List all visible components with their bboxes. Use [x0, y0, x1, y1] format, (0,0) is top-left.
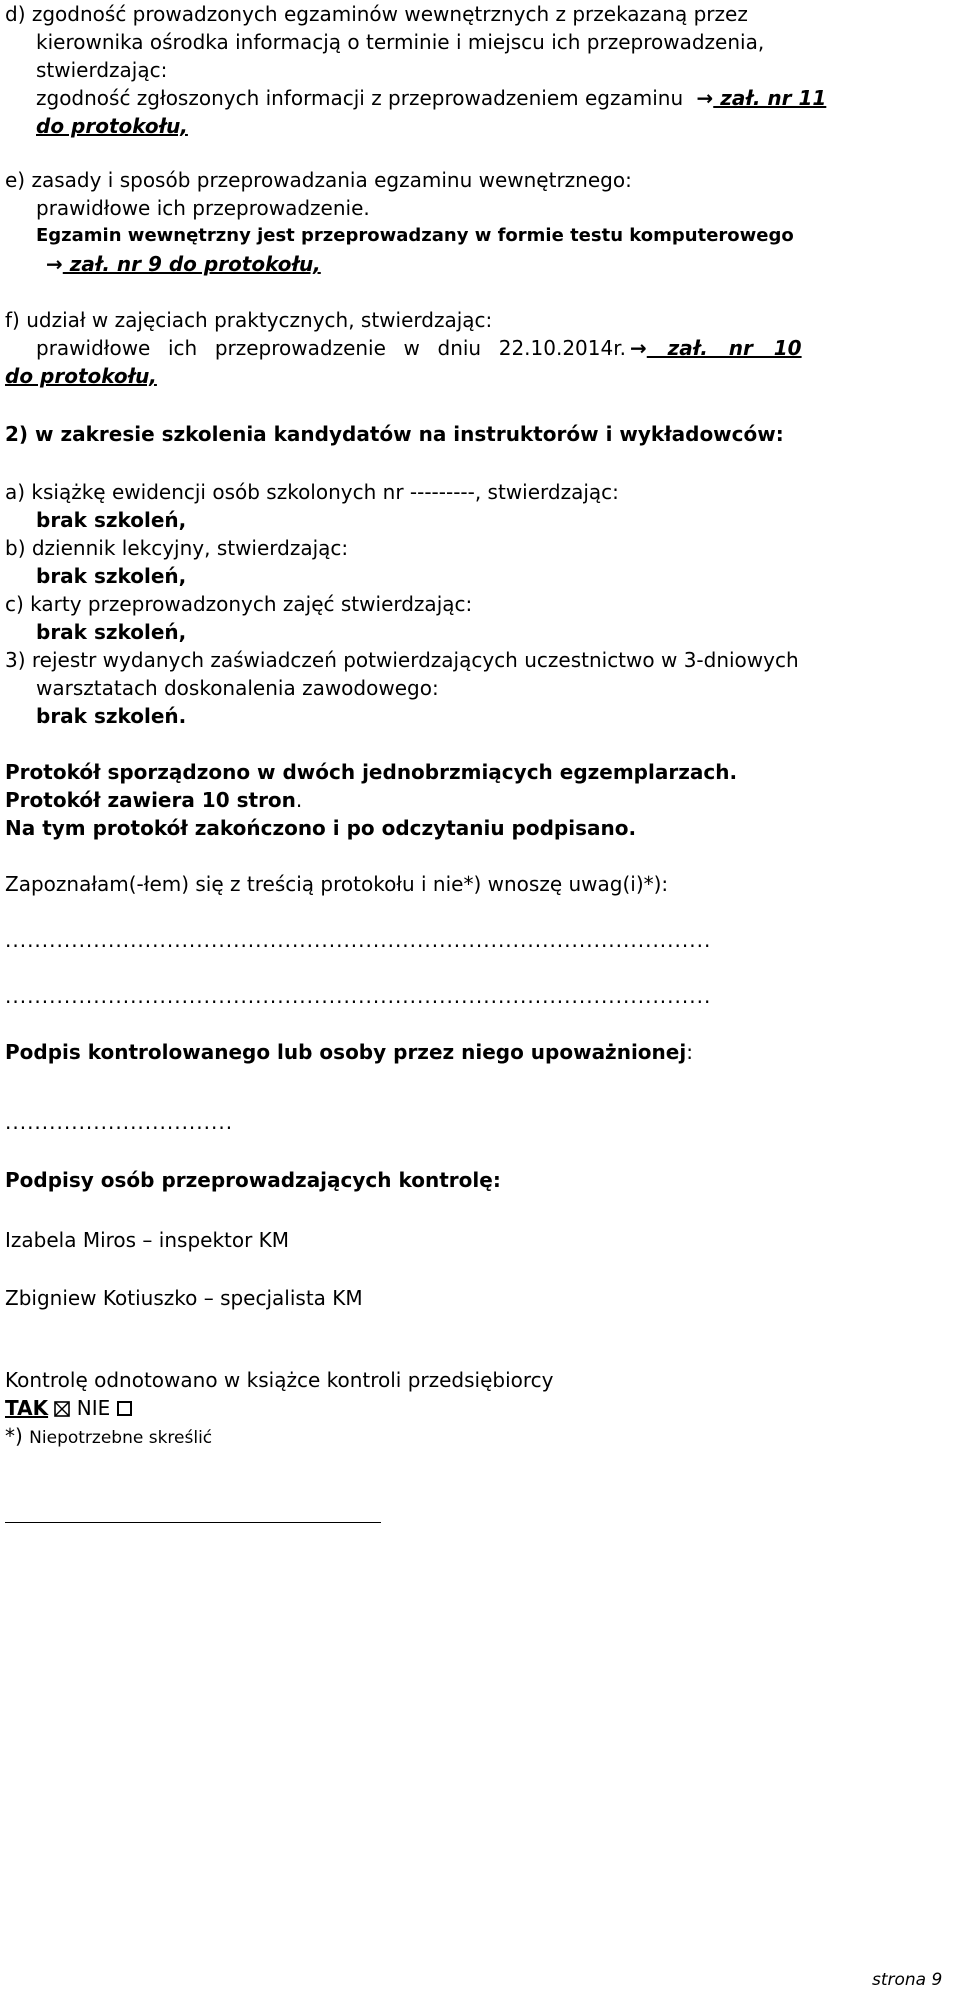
f-word: w — [403, 336, 420, 360]
inspectors-heading: Podpisy osób przeprowadzających kontrolę: — [5, 1168, 501, 1192]
closing-line-2 — [5, 786, 302, 814]
tak-label: TAK — [5, 1396, 49, 1420]
s2-c-line: c) karty przeprowadzonych zajęć stwierdzając: — [5, 592, 473, 616]
footnote-text: Niepotrzebne skreślić — [29, 1428, 213, 1448]
d-line-2: kierownika ośrodka informacją o terminie i miejscu ich przeprowadzenia, — [36, 30, 765, 54]
s2-b-value: brak szkoleń, — [36, 564, 187, 588]
remarks-dots-2: ................................................................................................ — [5, 984, 712, 1008]
f-word: dniu — [437, 336, 482, 360]
arrow-right-icon: → — [689, 86, 714, 110]
closing-line-1: Protokół sporządzono w dwóch jednobrzmiących egzemplarzach. — [5, 760, 738, 784]
attachment-9-ref[interactable]: zał. nr 9 do protokołu, — [62, 252, 321, 276]
controlled-signature-heading — [5, 1038, 693, 1066]
f-line-1: f) udział w zajęciach praktycznych, stwierdzając: — [5, 308, 493, 332]
s2-b-line: b) dziennik lekcyjny, stwierdzając: — [5, 536, 349, 560]
register-text: Kontrolę odnotowano w książce kontroli przedsiębiorcy — [5, 1368, 554, 1392]
inspector-2: Zbigniew Kotiuszko – specjalista KM — [5, 1286, 363, 1310]
d-line-4 — [36, 84, 826, 112]
d-line-3: stwierdzając: — [36, 58, 168, 82]
footnote — [5, 1422, 212, 1452]
footnote-mark: *) — [5, 1424, 23, 1448]
register-options — [5, 1394, 132, 1424]
signature-line — [5, 1522, 381, 1523]
page-count-text: Protokół zawiera 10 stron — [5, 788, 296, 812]
s3-value: brak szkoleń. — [36, 704, 187, 728]
empty-box-icon[interactable] — [117, 1401, 132, 1416]
f-ref-line — [630, 334, 802, 362]
s2-c-value: brak szkoleń, — [36, 620, 187, 644]
remarks-dots-1: ................................................................................................ — [5, 928, 712, 952]
controlled-signature-dots: ............................... — [5, 1110, 234, 1134]
checked-box-icon[interactable] — [54, 1396, 70, 1424]
s3-line-2: warsztatach doskonalenia zawodowego: — [36, 676, 439, 700]
nie-label: NIE — [76, 1396, 111, 1420]
acknowledgement-text: Zapoznałam(-łem) się z treścią protokołu i nie*) wnoszę uwag(i)*): — [5, 872, 669, 896]
e-line-1: e) zasady i sposób przeprowadzania egzaminu wewnętrznego: — [5, 168, 632, 192]
page-number: strona 9 — [872, 1970, 943, 1990]
attachment-10-ref[interactable]: zał. nr 10 — [646, 336, 802, 360]
attachment-10-ref-cont[interactable]: do protokołu, — [5, 364, 157, 388]
closing-line-2-tail: . — [295, 788, 303, 812]
e-note: Egzamin wewnętrzny jest przeprowadzany w formie testu komputerowego — [36, 225, 794, 246]
f-line-2 — [36, 334, 626, 362]
d-line-4-text: zgodność zgłoszonych informacji z przeprowadzeniem egzaminu — [36, 86, 684, 110]
closing-line-3: Na tym protokół zakończono i po odczytaniu podpisano. — [5, 816, 637, 840]
arrow-right-icon: → — [46, 252, 63, 276]
d-line-5 — [36, 112, 188, 140]
e-ref-line — [46, 250, 321, 278]
f-word: przeprowadzenie — [214, 336, 386, 360]
section-2-heading: 2) w zakresie szkolenia kandydatów na instruktorów i wykładowców: — [5, 422, 784, 446]
f-line-3 — [5, 362, 157, 390]
s3-line-1: 3) rejestr wydanych zaświadczeń potwierdzających uczestnictwo w 3-dniowych — [5, 648, 799, 672]
s2-a-line: a) książkę ewidencji osób szkolonych nr ---------, stwierdzając: — [5, 480, 619, 504]
e-line-2: prawidłowe ich przeprowadzenie. — [36, 196, 370, 220]
f-word: prawidłowe — [36, 336, 151, 360]
f-word: ich — [167, 336, 198, 360]
controlled-signature-label: Podpis kontrolowanego lub osoby przez niego upoważnionej — [5, 1040, 687, 1064]
f-date: 22.10.2014r. — [498, 336, 626, 360]
attachment-11-ref-cont[interactable]: do protokołu, — [36, 114, 188, 138]
d-line-1: d) zgodność prowadzonych egzaminów wewnętrznych z przekazaną przez — [5, 2, 748, 26]
attachment-11-ref[interactable]: zał. nr 11 — [713, 86, 827, 110]
inspector-1: Izabela Miros – inspektor KM — [5, 1228, 290, 1252]
controlled-signature-colon: : — [686, 1040, 693, 1064]
arrow-right-icon: → — [630, 336, 647, 360]
s2-a-value: brak szkoleń, — [36, 508, 187, 532]
